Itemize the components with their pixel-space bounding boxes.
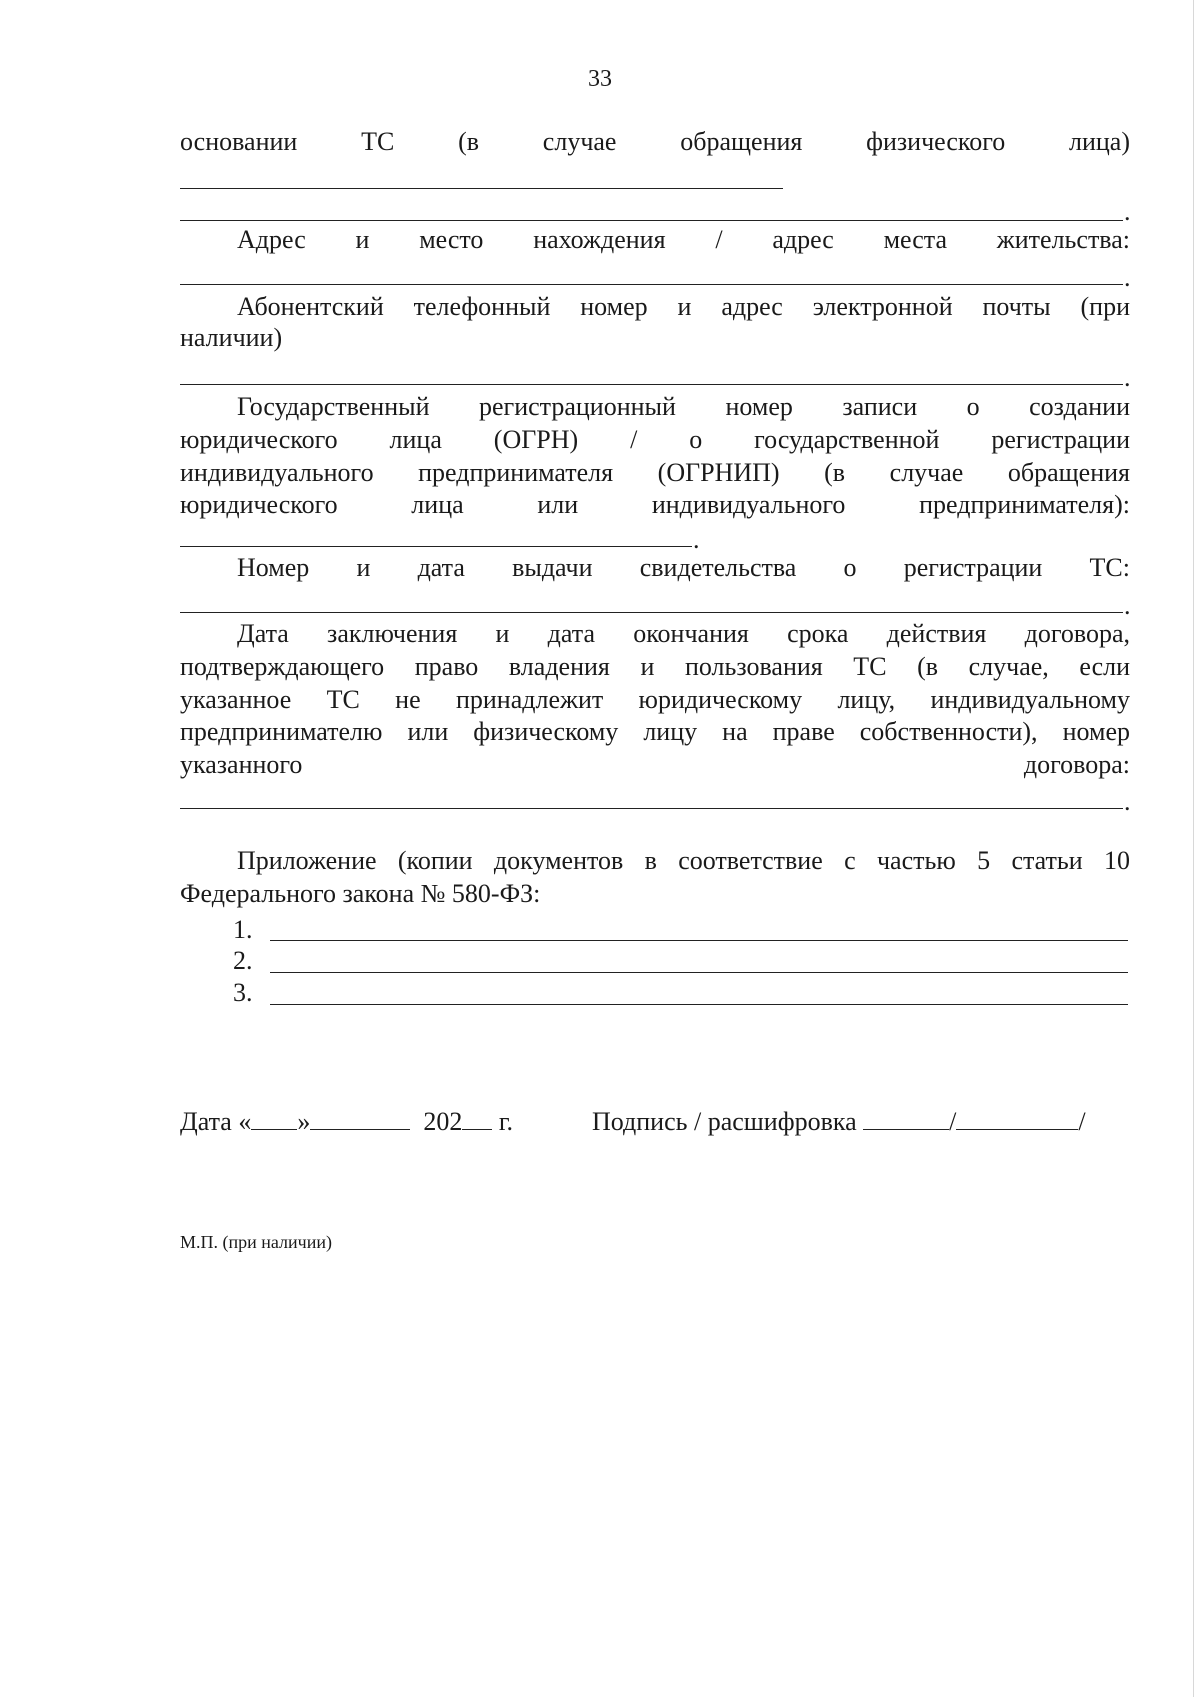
paragraph-line: юридического лица или индивидуального предпринимателя): [180,490,1130,519]
fill-line [180,284,1123,285]
appendix-fill-line [270,1004,1128,1005]
appendix-item-number: 2. [233,946,253,975]
period: . [1124,363,1131,392]
period: . [1124,591,1131,620]
paragraph-line: Федерального закона № 580-ФЗ: [180,879,541,908]
period: . [1124,787,1131,816]
fill-line [180,546,692,547]
appendix-item-number: 1. [233,915,253,944]
paragraph-line: юридического лица (ОГРН) / о государственной регистрации [180,425,1130,454]
period: . [1124,263,1131,292]
paragraph-line: предпринимателю или физическому лицу на праве собственности), номер [180,717,1130,746]
field-contact-label: Абонентский телефонный номер и адрес электронной почты (при [237,292,1130,321]
month-blank [310,1103,410,1130]
scan-edge [1193,0,1194,1697]
appendix-fill-line [270,972,1128,973]
page-number: 33 [588,66,612,92]
field-ogrn-label: Государственный регистрационный номер записи о создании [237,392,1130,421]
appendix-fill-line [270,940,1128,941]
year-blank [462,1103,492,1130]
field-certificate-label: Номер и дата выдачи свидетельства о регистрации ТС: [237,553,1130,582]
fill-line [180,384,1123,385]
fill-line [180,188,783,189]
date-field: Дата « » 202 г. [180,1103,513,1138]
period: . [1124,197,1131,226]
stamp-note: М.П. (при наличии) [180,1232,332,1252]
paragraph-line: подтверждающего право владения и пользования ТС (в случае, если [180,652,1130,681]
signature-field: Подпись / расшифровка / / [592,1103,1086,1138]
appendix-item-number: 3. [233,978,253,1007]
period: . [693,525,700,554]
day-blank [251,1103,297,1130]
paragraph-line: индивидуального предпринимателя (ОГРНИП) (в случае обращения [180,458,1130,487]
signature-blank [863,1103,949,1130]
fill-line [180,220,1123,221]
paragraph-line: указанное ТС не принадлежит юридическому лицу, индивидуальному [180,685,1130,714]
fill-line [180,808,1123,809]
appendix-heading: Приложение (копии документов в соответствие с частью 5 статьи 10 [237,846,1130,875]
field-contract-label: Дата заключения и дата окончания срока действия договора, [237,619,1130,648]
paragraph-line: наличии) [180,323,283,352]
name-blank [956,1103,1078,1130]
field-address-label: Адрес и место нахождения / адрес места жительства: [237,225,1130,254]
paragraph-line: основании ТС (в случае обращения физического лица) [180,127,1130,156]
fill-line [180,612,1123,613]
paragraph-line: указанного договора: [180,750,1130,779]
